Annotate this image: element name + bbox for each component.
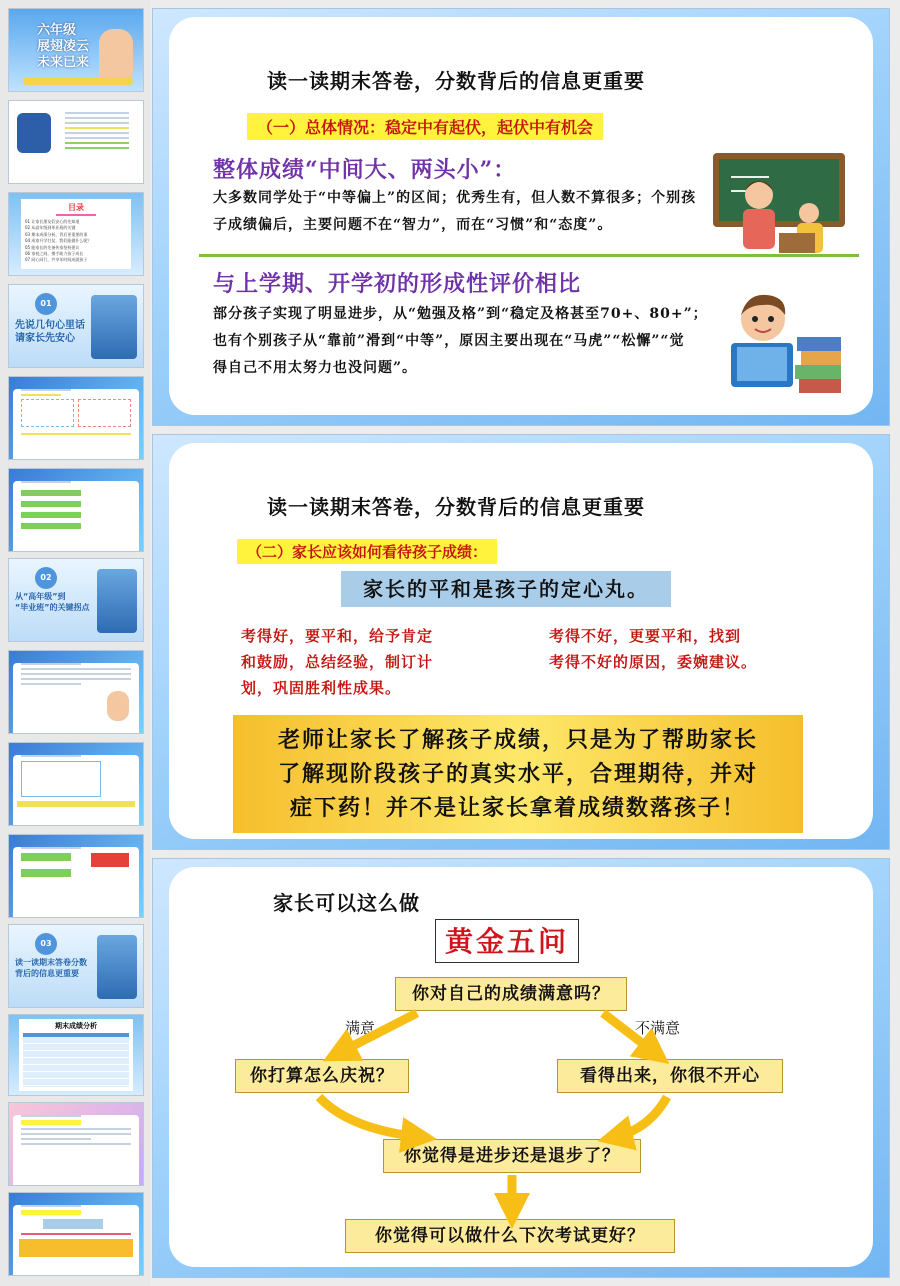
section-tag: （二）家长应该如何看待孩子成绩： [237,539,497,564]
cover-title: 六年级 展翅凌云 未来已来 [37,23,90,70]
cover-ribbon [23,77,133,85]
paragraph-comparison: 部分孩子实现了明显进步，从“勉强及格”到“稳定及格甚至70+、80+”； 也有个别孩子从“靠前”滑到“中等”，原因主要出现在“马虎”“松懈”“觉 得自己不用太努力也没问题”。 [213,306,708,376]
thumbnail-slide-14[interactable] [8,1192,144,1276]
reading-girl-illustration [97,569,137,633]
table-title: 期末成绩分析 [55,1022,97,1030]
question-improve: 你觉得可以做什么下次考试更好？ [345,1219,675,1253]
section-tag: （一）总体情况：稳定中有起伏，起伏中有机会 [247,113,603,140]
label-not-satisfied: 不满意 [635,1019,681,1037]
section-number-badge: 01 [35,293,57,315]
thumbnail-slide-1[interactable] [8,8,144,92]
section-title: 读一读期末答卷分数 背后的信息更重要 [15,958,87,978]
heading-comparison: 与上学期、开学初的形成性评价相比 [213,271,582,297]
slide-card [169,443,873,839]
question-satisfied: 你对自己的成绩满意吗？ [395,977,627,1011]
reading-girl-illustration [97,935,137,999]
flow-arrows [169,867,875,1267]
arrow-to-celebrate [339,1013,417,1053]
section-number-badge: 02 [35,567,57,589]
thumbnail-slide-5[interactable] [8,376,144,460]
section-title: 从“高年级”到 “毕业班”的关键拐点 [15,592,90,612]
thumbnail-slide-11-section[interactable] [8,924,144,1008]
slide-overall-situation [152,8,890,426]
section-title: 先说几句心里话 请家长先安心 [15,320,85,344]
question-progress: 你觉得是进步还是退步了？ [383,1139,641,1173]
advice-good-result: 考得好，要平和，给予肯定 和鼓励，总结经验，制订计 划，巩固胜利性成果。 [241,627,434,697]
slide-thumbnail-panel [0,0,150,1286]
thumbnail-slide-9[interactable] [8,742,144,826]
boy-reading-illustration [717,289,847,399]
thumbnail-slide-12-table[interactable] [8,1014,144,1096]
arrow-celebrate-to-progress [319,1097,419,1137]
arrow-to-unhappy [603,1013,655,1053]
key-message-box: 家长的平和是孩子的定心丸。 [341,571,671,607]
label-satisfied: 满意 [345,1019,376,1037]
toc-list: 01 让家长朋友们安心的先知道 02 从高年级到毕业班的关键 03 期末成绩分析，背后更重要的事 04 成家升学打仗，我们能做什么呢？ 05 能家长的先备传家坚持建议 06 家校之间，携手助力孩子成长 07 同心同行，共享年时间成就孩子 [25,219,92,263]
thumbnail-slide-7-section[interactable] [8,558,144,642]
heading-overall-score: 整体成绩“中间大、两头小”： [213,157,517,183]
thumbnail-slide-2[interactable] [8,100,144,184]
slide-title: 读一读期末答卷，分数背后的信息更重要 [267,69,645,93]
thumbnail-slide-8[interactable] [8,650,144,734]
reading-girl-illustration [91,295,137,359]
thumbnail-slide-6[interactable] [8,468,144,552]
thumbnail-slide-10[interactable] [8,834,144,918]
slide-five-golden-questions [152,858,890,1278]
statement-unhappy: 看得出来，你很不开心 [557,1059,783,1093]
section-number-badge: 03 [35,933,57,955]
thumbnail-slide-3-toc[interactable] [8,192,144,276]
thumbnail-slide-13[interactable] [8,1102,144,1186]
slide-card [169,17,873,415]
arrow-unhappy-to-progress [615,1097,667,1137]
slide-card [169,867,873,1267]
graduate-illustration [17,113,51,153]
question-celebrate: 你打算怎么庆祝？ [235,1059,409,1093]
slide-title: 家长可以这么做 [273,891,420,915]
paragraph-overall-score: 大多数同学处于“中等偏上”的区间；优秀生有，但人数不算很多；个别孩 子成绩偏后，主要问题不在“智力”，而在“习惯”和“态度”。 [213,190,697,233]
golden-five-questions-title: 黄金五问 [435,919,579,963]
slide-how-to-view-grades [152,434,890,850]
slide-title: 读一读期末答卷，分数背后的信息更重要 [267,495,645,519]
advice-bad-result: 考得不好，更要平和，找到 考得不好的原因，委婉建议。 [549,627,758,671]
thumbnail-slide-4-section[interactable] [8,284,144,368]
teacher-blackboard-illustration [709,147,849,257]
score-table [23,1033,129,1087]
toc-heading: 目录 [68,203,84,212]
teacher-note-banner: 老师让家长了解孩子成绩，只是为了帮助家长 了解现阶段孩子的真实水平，合理期待，并对 症下药！并不是让家长拿着成绩数落孩子！ [233,715,803,833]
cover-student-illustration [99,29,133,79]
